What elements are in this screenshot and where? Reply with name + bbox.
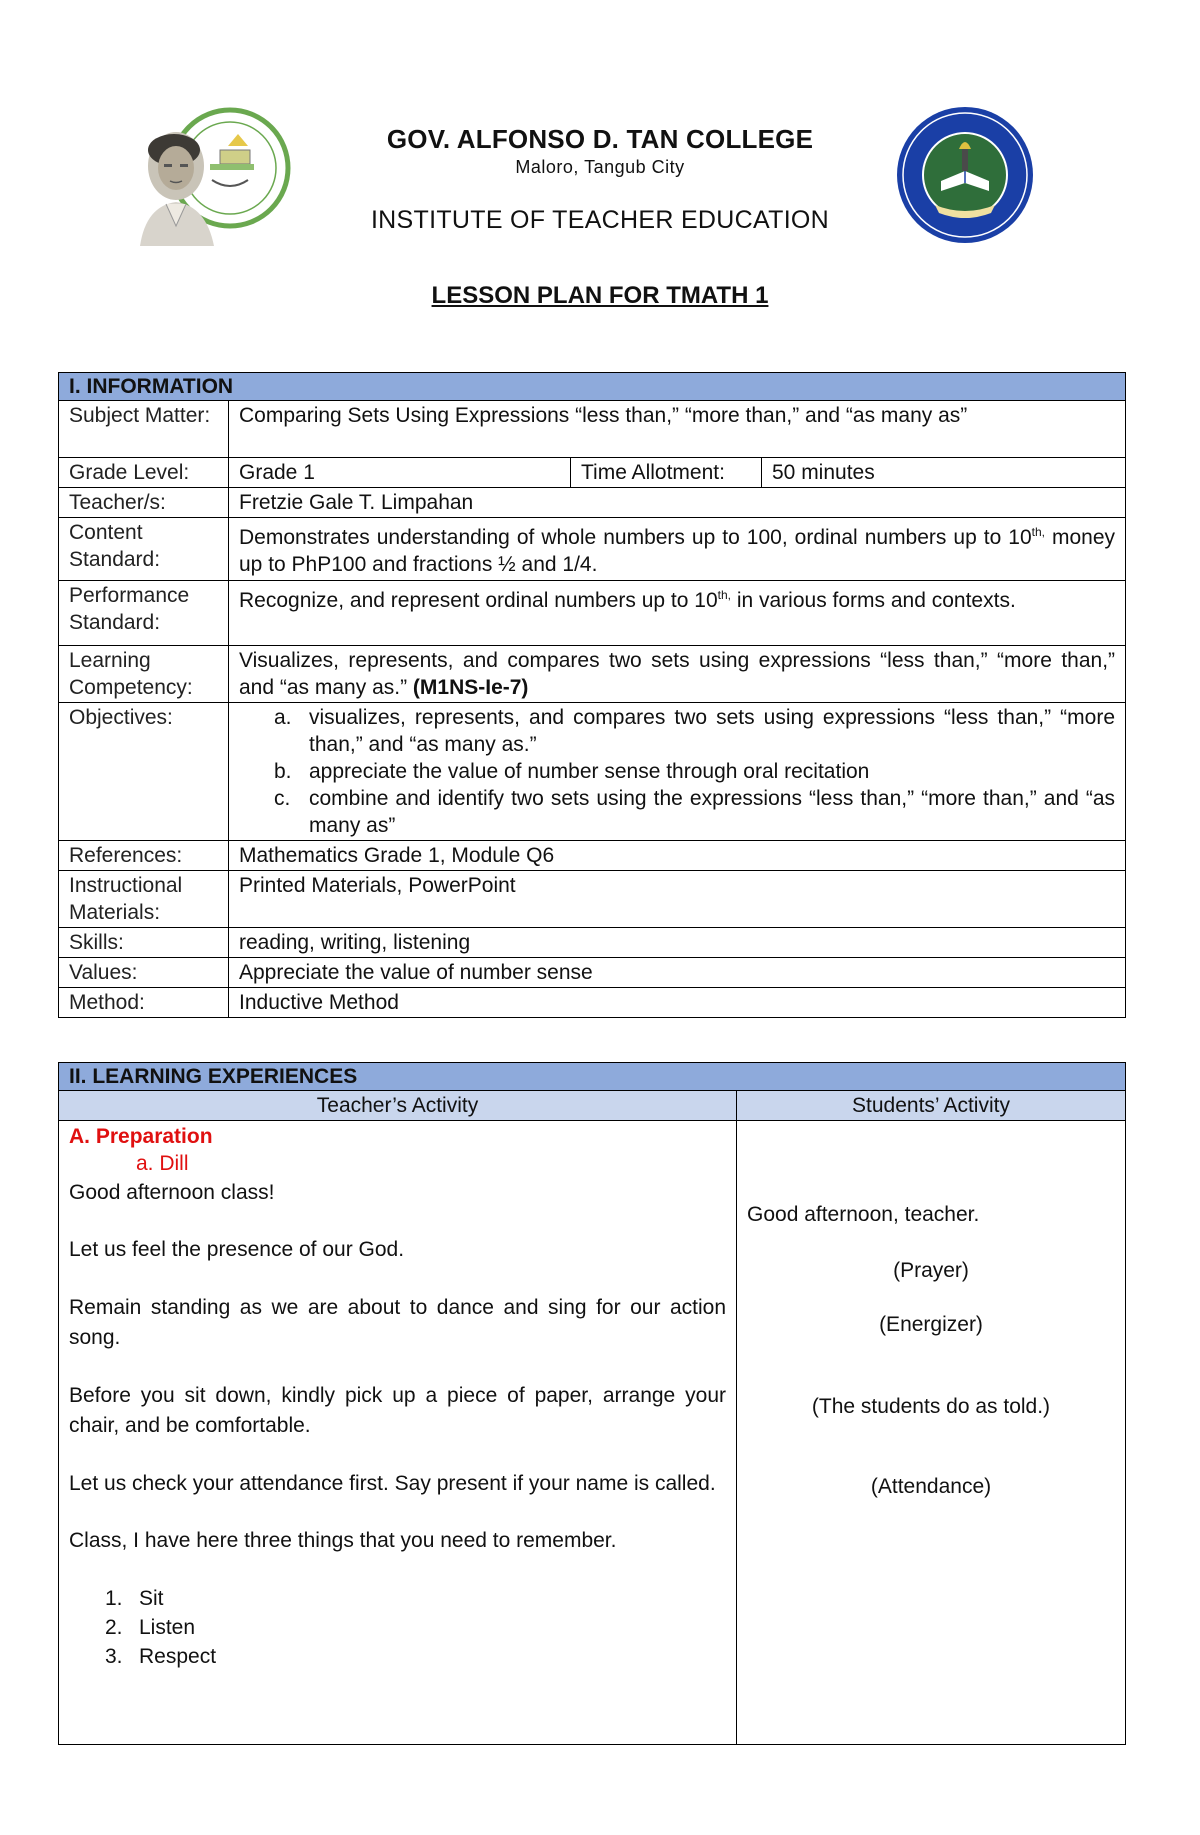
table-row (59, 646, 1126, 703)
objectives-list (239, 704, 1115, 839)
table-row (59, 988, 1126, 1018)
experiences-heading: II. LEARNING EXPERIENCES (59, 1063, 1126, 1091)
teacher-line: Let us feel the presence of our God. (69, 1238, 405, 1261)
performance-standard-superscript: th, (717, 588, 731, 602)
objective-text: visualizes, represents, and compares two sets using expressions “less than,” “more than,” and “as many as.” (309, 706, 1116, 756)
performance-standard-text: Recognize, and represent ordinal numbers up to 10 (239, 589, 718, 612)
table-row (59, 401, 1126, 458)
method-value: Inductive Method (229, 988, 1126, 1018)
teacher-value: Fretzie Gale T. Limpahan (229, 488, 1126, 518)
objective-text: combine and identify two sets using the expressions “less than,” “more than,” and “as many as” (309, 787, 1116, 837)
table-row (59, 958, 1126, 988)
content-standard-superscript: th, (1031, 525, 1045, 539)
competency-code: (M1NS-Ie-7) (412, 676, 529, 699)
list-item (69, 1613, 726, 1642)
references-label: References: (59, 841, 229, 871)
competency-label: Learning Competency: (59, 646, 229, 703)
experiences-heading-row (59, 1063, 1126, 1091)
teacher-line: Class, I have here three things that you need to remember. (69, 1529, 617, 1552)
values-value: Appreciate the value of number sense (229, 958, 1126, 988)
teacher-line: Remain standing as we are about to dance and sing for our action song. (69, 1296, 726, 1349)
content-standard-label: Content Standard: (59, 518, 229, 581)
activity-row (59, 1121, 1126, 1745)
materials-value: Printed Materials, PowerPoint (229, 871, 1126, 928)
objectives-label: Objectives: (59, 703, 229, 841)
grade-label: Grade Level: (59, 458, 229, 488)
skills-value: reading, writing, listening (229, 928, 1126, 958)
information-table (58, 372, 1126, 1018)
subject-label: Subject Matter: (59, 401, 229, 458)
institute-name: INSTITUTE OF TEACHER EDUCATION (370, 206, 830, 234)
college-logo (126, 106, 294, 246)
drill-heading: a. Dill (136, 1152, 189, 1175)
objectives-value (229, 703, 1126, 841)
college-name: GOV. ALFONSO D. TAN COLLEGE (386, 124, 814, 154)
table-row (59, 581, 1126, 646)
performance-standard-value (229, 581, 1126, 646)
rule-number: 2. (105, 1616, 123, 1639)
rule-text: Respect (139, 1645, 217, 1668)
teacher-line: Good afternoon class! (69, 1181, 275, 1204)
rule-text: Sit (139, 1587, 164, 1610)
list-item (264, 704, 1115, 758)
objective-text: appreciate the value of number sense through oral recitation (309, 760, 870, 783)
time-value: 50 minutes (762, 458, 1126, 488)
objective-marker: c. (274, 787, 291, 810)
method-label: Method: (59, 988, 229, 1018)
objective-marker: a. (274, 706, 292, 729)
table-row (59, 488, 1126, 518)
performance-standard-label: Performance Standard: (59, 581, 229, 646)
objective-marker: b. (274, 760, 292, 783)
table-row (59, 928, 1126, 958)
list-item (69, 1642, 726, 1671)
college-address: Maloro, Tangub City (515, 157, 685, 177)
values-label: Values: (59, 958, 229, 988)
content-standard-value (229, 518, 1126, 581)
institute-seal (895, 105, 1035, 245)
rule-number: 1. (105, 1587, 123, 1610)
list-item (264, 785, 1115, 839)
content-standard-text: Demonstrates understanding of whole numbers up to 100, ordinal numbers up to 10 (239, 526, 1032, 549)
column-header-row (59, 1091, 1126, 1121)
teacher-activity-cell (59, 1121, 737, 1745)
rule-text: Listen (139, 1616, 196, 1639)
time-label: Time Allotment: (571, 458, 762, 488)
competency-text: Visualizes, represents, and compares two sets using expressions “less than,” “more than,” and “as many as.” (239, 649, 1116, 699)
student-activity-cell (737, 1121, 1126, 1745)
table-row (59, 871, 1126, 928)
information-heading-row (59, 373, 1126, 401)
teacher-line: Let us check your attendance first. Say present if your name is called. (69, 1472, 716, 1495)
preparation-heading: A. Preparation (69, 1125, 213, 1148)
student-line: (Energizer) (879, 1313, 983, 1336)
student-line: (Attendance) (870, 1475, 992, 1498)
list-item (69, 1584, 726, 1613)
table-row (59, 518, 1126, 581)
materials-label: Instructional Materials: (59, 871, 229, 928)
performance-standard-text-end: in various forms and contexts. (730, 589, 1016, 612)
rules-list (69, 1584, 726, 1671)
content-standard-text-end: money up to PhP100 and fractions ½ and 1/4. (239, 526, 1116, 576)
lesson-plan-title: LESSON PLAN FOR TMATH 1 (431, 282, 769, 309)
teacher-label: Teacher/s: (59, 488, 229, 518)
teacher-line: Before you sit down, kindly pick up a piece of paper, arrange your chair, and be comfortable. (69, 1384, 726, 1437)
grade-value: Grade 1 (229, 458, 571, 488)
student-line: Good afternoon, teacher. (747, 1203, 980, 1226)
student-column-header: Students’ Activity (737, 1091, 1126, 1121)
teacher-column-header: Teacher’s Activity (59, 1091, 737, 1121)
information-heading: I. INFORMATION (59, 373, 1126, 401)
learning-experiences-table (58, 1062, 1126, 1745)
rule-number: 3. (105, 1645, 123, 1668)
references-value: Mathematics Grade 1, Module Q6 (229, 841, 1126, 871)
competency-value (229, 646, 1126, 703)
skills-label: Skills: (59, 928, 229, 958)
student-line: (The students do as told.) (811, 1395, 1051, 1418)
subject-value: Comparing Sets Using Expressions “less than,” “more than,” and “as many as” (229, 401, 1126, 458)
list-item (264, 758, 1115, 785)
table-row (59, 703, 1126, 841)
table-row (59, 841, 1126, 871)
table-row (59, 458, 1126, 488)
student-line: (Prayer) (893, 1259, 969, 1282)
